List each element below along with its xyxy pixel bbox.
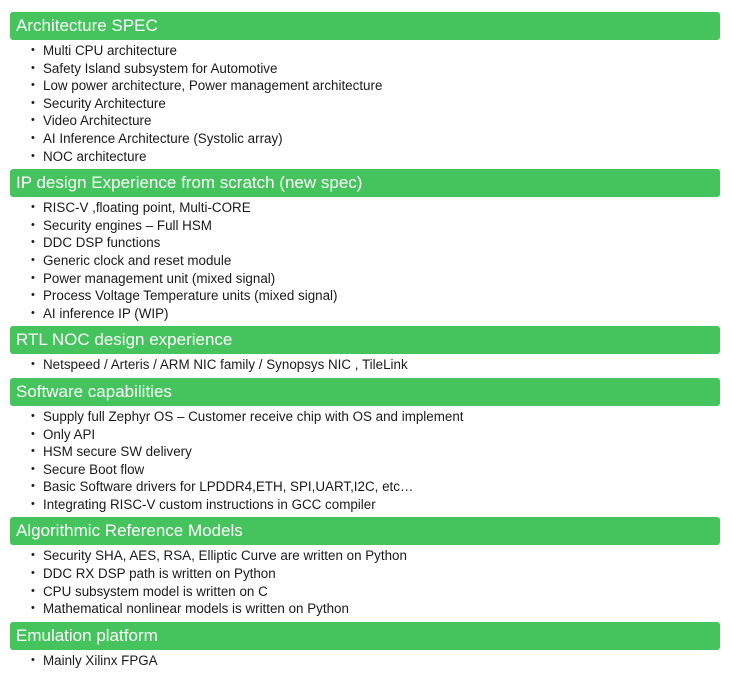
bullet-icon: • — [31, 480, 35, 493]
list-item-text: Security Architecture — [43, 95, 166, 111]
list-item — [10, 583, 720, 601]
spec-sections — [10, 12, 720, 673]
bullet-icon: • — [31, 114, 35, 127]
bullet-icon: • — [31, 653, 35, 666]
section-header: Emulation platform — [10, 622, 720, 650]
list-item-text: Process Voltage Temperature units (mixed signal) — [43, 288, 338, 304]
bullet-icon: • — [31, 131, 35, 144]
section-algorithmic-reference-models — [10, 517, 720, 621]
list-item — [10, 234, 720, 252]
list-item-text: AI Inference Architecture (Systolic array) — [43, 130, 283, 146]
bullet-list — [10, 406, 720, 518]
list-item — [10, 199, 720, 217]
bullet-icon: • — [31, 567, 35, 580]
list-item — [10, 148, 720, 166]
list-item-text: DDC DSP functions — [43, 235, 161, 251]
list-item — [10, 252, 720, 270]
list-item-text: Secure Boot flow — [43, 461, 145, 477]
list-item-text: Mainly Xilinx FPGA — [43, 652, 158, 668]
list-item-text: Supply full Zephyr OS – Customer receive chip with OS and implement — [43, 408, 464, 424]
list-item — [10, 426, 720, 444]
list-item — [10, 60, 720, 78]
list-item-text: Only API — [43, 426, 96, 442]
list-item — [10, 217, 720, 235]
list-item — [10, 287, 720, 305]
list-item-text: Integrating RISC-V custom instructions in GCC compiler — [43, 496, 376, 512]
bullet-list — [10, 197, 720, 326]
list-item-text: Mathematical nonlinear models is written on Python — [43, 601, 349, 617]
section-software-capabilities — [10, 378, 720, 518]
list-item — [10, 95, 720, 113]
list-item — [10, 461, 720, 479]
list-item-text: DDC RX DSP path is written on Python — [43, 566, 276, 582]
list-item — [10, 42, 720, 60]
bullet-icon: • — [31, 96, 35, 109]
list-item-text: Video Architecture — [43, 113, 152, 129]
list-item-text: Low power architecture, Power management architecture — [43, 78, 383, 94]
bullet-icon: • — [31, 289, 35, 302]
bullet-icon: • — [31, 409, 35, 422]
list-item — [10, 600, 720, 618]
bullet-icon: • — [31, 253, 35, 266]
list-item-text: Power management unit (mixed signal) — [43, 270, 276, 286]
list-item — [10, 408, 720, 426]
list-item-text: Safety Island subsystem for Automotive — [43, 60, 278, 76]
bullet-icon: • — [31, 358, 35, 371]
bullet-icon: • — [31, 584, 35, 597]
list-item-text: Security SHA, AES, RSA, Elliptic Curve are written on Python — [43, 548, 407, 564]
bullet-icon: • — [31, 427, 35, 440]
list-item — [10, 77, 720, 95]
list-item — [10, 112, 720, 130]
bullet-icon: • — [31, 549, 35, 562]
section-emulation-platform — [10, 622, 720, 674]
list-item-text: Generic clock and reset module — [43, 252, 232, 268]
section-header: RTL NOC design experience — [10, 326, 720, 354]
list-item-text: Basic Software drivers for LPDDR4,ETH, SPI,UART,I2C, etc… — [43, 479, 414, 495]
bullet-list — [10, 40, 720, 169]
list-item-text: NOC architecture — [43, 148, 147, 164]
list-item-text: Netspeed / Arteris / ARM NIC family / Synopsys NIC , TileLink — [43, 357, 408, 373]
list-item — [10, 496, 720, 514]
section-header: Software capabilities — [10, 378, 720, 406]
bullet-list — [10, 545, 720, 621]
bullet-icon: • — [31, 44, 35, 56]
bullet-icon: • — [31, 271, 35, 284]
list-item — [10, 478, 720, 496]
section-architecture-spec — [10, 12, 720, 169]
section-header: Architecture SPEC — [10, 12, 720, 40]
list-item — [10, 565, 720, 583]
list-item-text: RISC-V ,floating point, Multi-CORE — [43, 200, 251, 216]
list-item — [10, 130, 720, 148]
list-item-text: Multi CPU architecture — [43, 43, 177, 58]
list-item-text: Security engines – Full HSM — [43, 217, 212, 233]
list-item — [10, 443, 720, 461]
list-item — [10, 547, 720, 565]
list-item-text: HSM secure SW delivery — [43, 444, 192, 460]
bullet-icon: • — [31, 445, 35, 458]
list-item — [10, 270, 720, 288]
list-item-text: AI inference IP (WIP) — [43, 305, 169, 321]
list-item — [10, 356, 720, 374]
bullet-icon: • — [31, 602, 35, 615]
bullet-list — [10, 354, 720, 378]
bullet-icon: • — [31, 61, 35, 74]
bullet-icon: • — [31, 306, 35, 319]
list-item-text: CPU subsystem model is written on C — [43, 583, 268, 599]
bullet-icon: • — [31, 218, 35, 231]
bullet-icon: • — [31, 79, 35, 92]
list-item — [10, 652, 720, 670]
section-header: IP design Experience from scratch (new spec) — [10, 169, 720, 197]
bullet-icon: • — [31, 462, 35, 475]
section-ip-design-experience-from-scratch-new-spec — [10, 169, 720, 326]
bullet-icon: • — [31, 201, 35, 214]
bullet-icon: • — [31, 236, 35, 249]
list-item — [10, 305, 720, 323]
bullet-icon: • — [31, 497, 35, 510]
section-header: Algorithmic Reference Models — [10, 517, 720, 545]
bullet-list — [10, 650, 720, 674]
bullet-icon: • — [31, 149, 35, 162]
section-rtl-noc-design-experience — [10, 326, 720, 378]
